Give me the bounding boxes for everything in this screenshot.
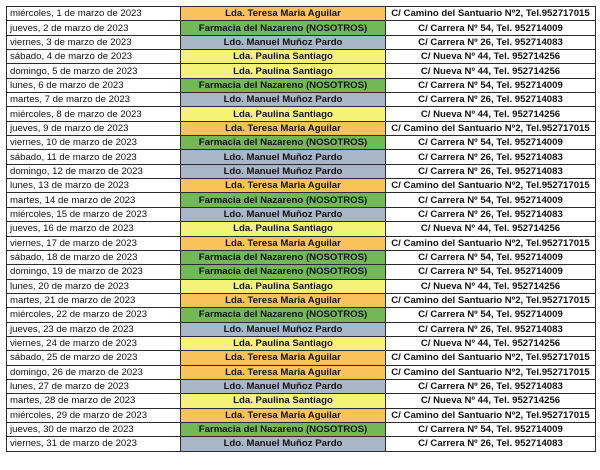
date-cell: miércoles, 15 de marzo de 2023 [7,207,181,221]
date-cell: jueves, 16 de marzo de 2023 [7,222,181,236]
date-cell: lunes, 6 de marzo de 2023 [7,78,181,92]
date-cell: martes, 7 de marzo de 2023 [7,93,181,107]
schedule-row [7,351,596,365]
schedule-row [7,437,596,451]
address-cell: C/ Camino del Santuario Nº2, Tel.952717015 [386,351,596,365]
date-cell: sábado, 18 de marzo de 2023 [7,250,181,264]
schedule-row [7,78,596,92]
address-cell: C/ Carrera Nº 26, Tel. 952714083 [386,35,596,49]
date-cell: domingo, 12 de marzo de 2023 [7,164,181,178]
pharmacy-cell: Lda. Paulina Santiago [181,336,386,350]
address-cell: C/ Camino del Santuario Nº2, Tel.952717015 [386,408,596,422]
address-cell: C/ Carrera Nº 54, Tel. 952714009 [386,422,596,436]
address-cell: C/ Nueva Nº 44, Tel. 952714256 [386,50,596,64]
date-cell: viernes, 10 de marzo de 2023 [7,136,181,150]
date-cell: jueves, 2 de marzo de 2023 [7,21,181,35]
pharmacy-cell: Lda. Teresa Maria Aguilar [181,351,386,365]
schedule-row [7,93,596,107]
address-cell: C/ Carrera Nº 26, Tel. 952714083 [386,150,596,164]
schedule-row [7,308,596,322]
schedule-row [7,265,596,279]
address-cell: C/ Camino del Santuario Nº2, Tel.952717015 [386,293,596,307]
address-cell: C/ Nueva Nº 44, Tel. 952714256 [386,279,596,293]
date-cell: domingo, 5 de marzo de 2023 [7,64,181,78]
pharmacy-cell: Lda. Teresa Maria Aguilar [181,179,386,193]
address-cell: C/ Camino del Santuario Nº2, Tel.952717015 [386,236,596,250]
date-cell: lunes, 20 de marzo de 2023 [7,279,181,293]
schedule-row [7,121,596,135]
address-cell: C/ Carrera Nº 26, Tel. 952714083 [386,322,596,336]
pharmacy-cell: Farmacia del Nazareno (NOSOTROS) [181,136,386,150]
pharmacy-cell: Farmacia del Nazareno (NOSOTROS) [181,78,386,92]
address-cell: C/ Carrera Nº 54, Tel. 952714009 [386,78,596,92]
address-cell: C/ Camino del Santuario Nº2, Tel.952717015 [386,121,596,135]
pharmacy-cell: Lda. Teresa Maria Aguilar [181,7,386,21]
address-cell: C/ Nueva Nº 44, Tel. 952714256 [386,336,596,350]
date-cell: miércoles, 22 de marzo de 2023 [7,308,181,322]
pharmacy-cell: Ldo. Manuel Muñoz Pardo [181,379,386,393]
pharmacy-cell: Ldo. Manuel Muñoz Pardo [181,150,386,164]
address-cell: C/ Carrera Nº 54, Tel. 952714009 [386,136,596,150]
address-cell: C/ Nueva Nº 44, Tel. 952714256 [386,222,596,236]
schedule-row [7,322,596,336]
schedule-row [7,222,596,236]
date-cell: viernes, 31 de marzo de 2023 [7,437,181,451]
pharmacy-cell: Ldo. Manuel Muñoz Pardo [181,93,386,107]
schedule-table-body [7,7,596,452]
pharmacy-cell: Farmacia del Nazareno (NOSOTROS) [181,422,386,436]
schedule-row [7,193,596,207]
schedule-row [7,107,596,121]
address-cell: C/ Carrera Nº 54, Tel. 952714009 [386,308,596,322]
address-cell: C/ Carrera Nº 54, Tel. 952714009 [386,265,596,279]
schedule-row [7,422,596,436]
schedule-row [7,250,596,264]
schedule-row [7,279,596,293]
date-cell: viernes, 3 de marzo de 2023 [7,35,181,49]
pharmacy-cell: Farmacia del Nazareno (NOSOTROS) [181,308,386,322]
schedule-row [7,379,596,393]
date-cell: domingo, 26 de marzo de 2023 [7,365,181,379]
schedule-table [6,6,596,452]
address-cell: C/ Camino del Santuario Nº2, Tel.952717015 [386,365,596,379]
pharmacy-cell: Lda. Paulina Santiago [181,394,386,408]
date-cell: martes, 28 de marzo de 2023 [7,394,181,408]
schedule-row [7,50,596,64]
schedule-row [7,21,596,35]
address-cell: C/ Camino del Santuario Nº2, Tel.952717015 [386,179,596,193]
date-cell: martes, 21 de marzo de 2023 [7,293,181,307]
schedule-row [7,64,596,78]
address-cell: C/ Nueva Nº 44, Tel. 952714256 [386,107,596,121]
date-cell: domingo, 19 de marzo de 2023 [7,265,181,279]
pharmacy-cell: Ldo. Manuel Muñoz Pardo [181,322,386,336]
address-cell: C/ Carrera Nº 26, Tel. 952714083 [386,164,596,178]
date-cell: viernes, 17 de marzo de 2023 [7,236,181,250]
date-cell: viernes, 24 de marzo de 2023 [7,336,181,350]
pharmacy-cell: Lda. Teresa Maria Aguilar [181,365,386,379]
address-cell: C/ Carrera Nº 54, Tel. 952714009 [386,250,596,264]
date-cell: martes, 14 de marzo de 2023 [7,193,181,207]
pharmacy-cell: Farmacia del Nazareno (NOSOTROS) [181,193,386,207]
pharmacy-cell: Lda. Paulina Santiago [181,64,386,78]
schedule-row [7,394,596,408]
pharmacy-duty-schedule [6,6,594,452]
pharmacy-cell: Ldo. Manuel Muñoz Pardo [181,35,386,49]
address-cell: C/ Carrera Nº 26, Tel. 952714083 [386,207,596,221]
date-cell: lunes, 27 de marzo de 2023 [7,379,181,393]
pharmacy-cell: Ldo. Manuel Muñoz Pardo [181,207,386,221]
schedule-row [7,136,596,150]
schedule-row [7,179,596,193]
pharmacy-cell: Farmacia del Nazareno (NOSOTROS) [181,265,386,279]
schedule-row [7,150,596,164]
address-cell: C/ Carrera Nº 54, Tel. 952714009 [386,193,596,207]
pharmacy-cell: Lda. Paulina Santiago [181,279,386,293]
schedule-row [7,7,596,21]
pharmacy-cell: Ldo. Manuel Muñoz Pardo [181,437,386,451]
date-cell: miércoles, 8 de marzo de 2023 [7,107,181,121]
date-cell: jueves, 30 de marzo de 2023 [7,422,181,436]
pharmacy-cell: Ldo. Manuel Muñoz Pardo [181,164,386,178]
address-cell: C/ Carrera Nº 26, Tel. 952714083 [386,437,596,451]
pharmacy-cell: Lda. Teresa Maria Aguilar [181,293,386,307]
address-cell: C/ Carrera Nº 26, Tel. 952714083 [386,379,596,393]
address-cell: C/ Carrera Nº 54, Tel. 952714009 [386,21,596,35]
date-cell: miércoles, 29 de marzo de 2023 [7,408,181,422]
schedule-row [7,336,596,350]
date-cell: sábado, 11 de marzo de 2023 [7,150,181,164]
schedule-row [7,293,596,307]
schedule-row [7,35,596,49]
pharmacy-cell: Farmacia del Nazareno (NOSOTROS) [181,250,386,264]
pharmacy-cell: Lda. Paulina Santiago [181,107,386,121]
date-cell: miércoles, 1 de marzo de 2023 [7,7,181,21]
schedule-row [7,207,596,221]
pharmacy-cell: Lda. Paulina Santiago [181,222,386,236]
address-cell: C/ Nueva Nº 44, Tel. 952714256 [386,394,596,408]
date-cell: sábado, 4 de marzo de 2023 [7,50,181,64]
address-cell: C/ Nueva Nº 44, Tel. 952714256 [386,64,596,78]
address-cell: C/ Camino del Santuario Nº2, Tel.952717015 [386,7,596,21]
address-cell: C/ Carrera Nº 26, Tel. 952714083 [386,93,596,107]
pharmacy-cell: Lda. Teresa Maria Aguilar [181,121,386,135]
pharmacy-cell: Lda. Teresa Maria Aguilar [181,408,386,422]
date-cell: jueves, 23 de marzo de 2023 [7,322,181,336]
date-cell: lunes, 13 de marzo de 2023 [7,179,181,193]
schedule-row [7,236,596,250]
schedule-row [7,365,596,379]
pharmacy-cell: Farmacia del Nazareno (NOSOTROS) [181,21,386,35]
pharmacy-cell: Lda. Paulina Santiago [181,50,386,64]
schedule-row [7,164,596,178]
schedule-row [7,408,596,422]
date-cell: jueves, 9 de marzo de 2023 [7,121,181,135]
pharmacy-cell: Lda. Teresa Maria Aguilar [181,236,386,250]
date-cell: sábado, 25 de marzo de 2023 [7,351,181,365]
